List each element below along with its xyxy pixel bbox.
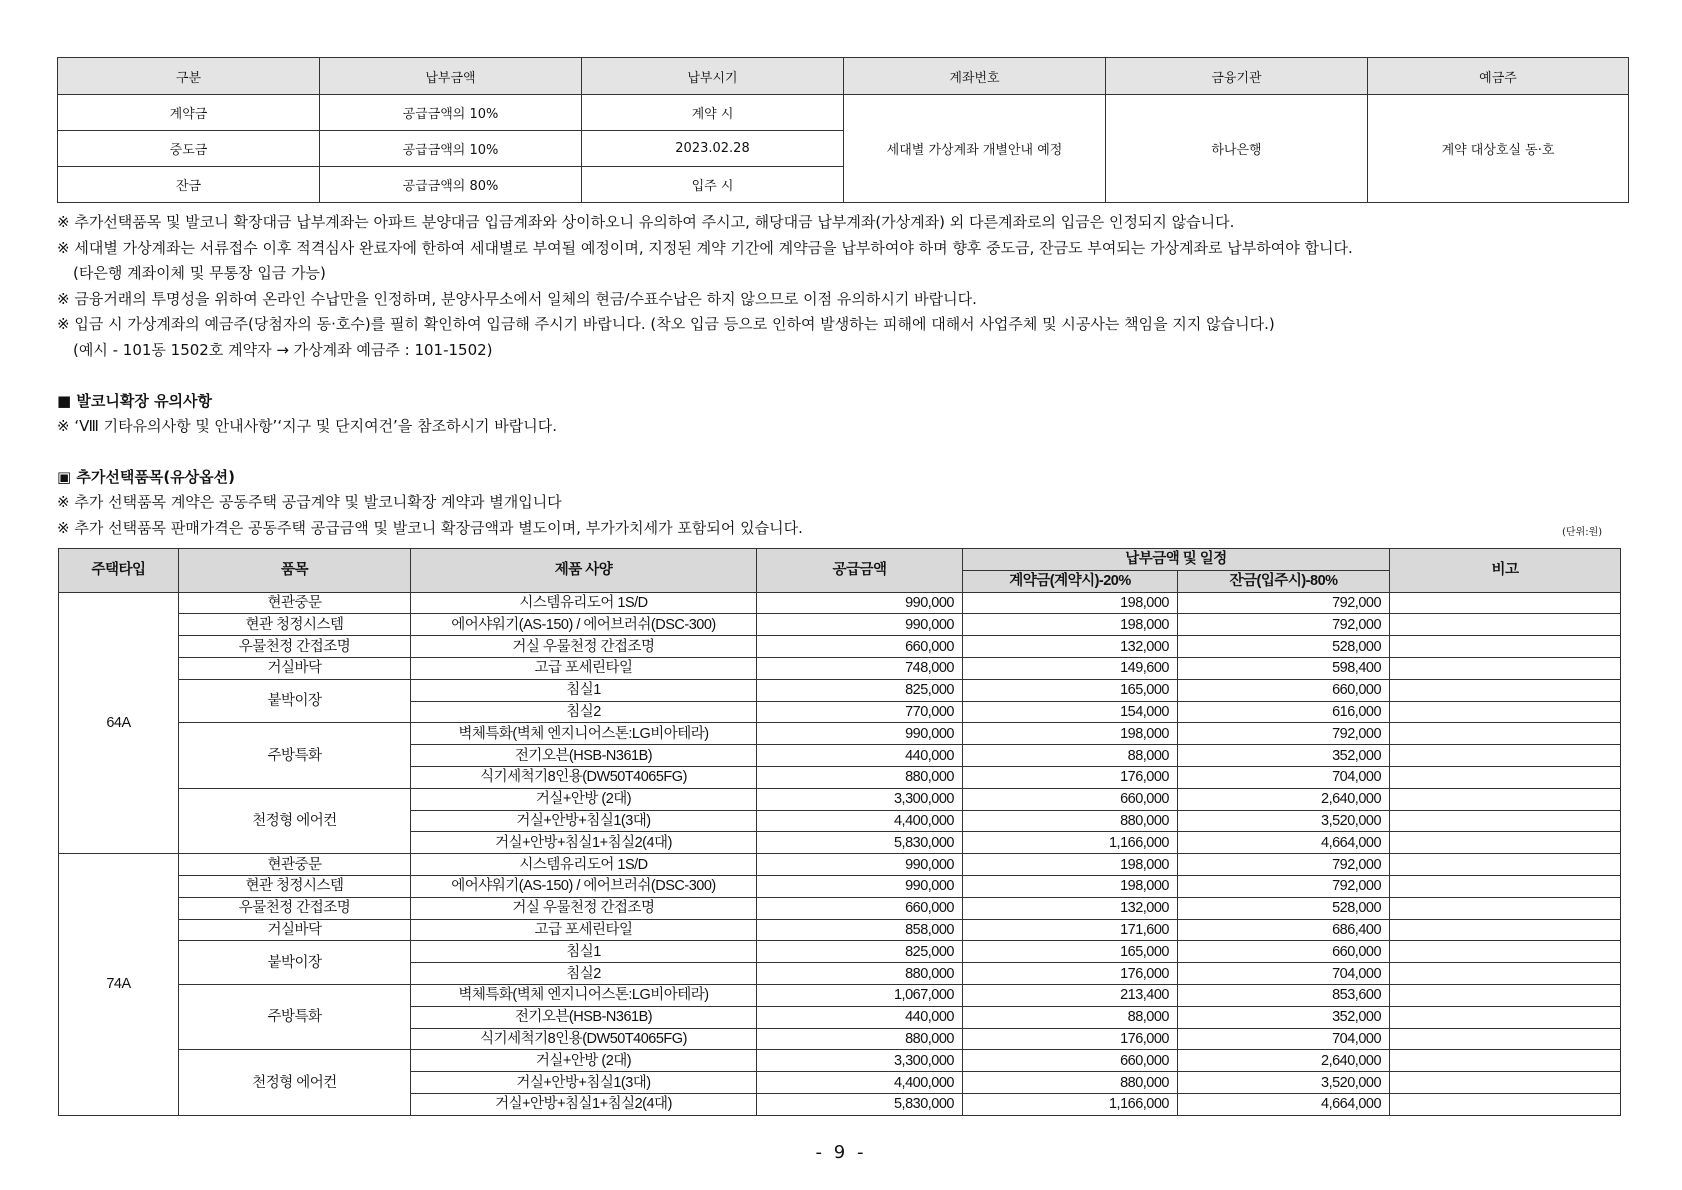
option-spec: 고급 포세린타일	[411, 657, 757, 679]
option-row	[59, 679, 1621, 701]
option-spec: 벽체특화(벽체 엔지니어스톤:LG비아테라)	[411, 984, 757, 1006]
header-type: 주택타입	[59, 549, 179, 593]
option-contract-amount: 88,000	[963, 1006, 1178, 1028]
option-spec: 침실2	[411, 963, 757, 985]
option-item: 주방특화	[179, 723, 411, 788]
header-price: 공급금액	[757, 549, 963, 593]
options-table-body	[59, 592, 1621, 1115]
option-balance-amount: 3,520,000	[1178, 810, 1390, 832]
option-balance-amount: 3,520,000	[1178, 1072, 1390, 1094]
option-contract-amount: 198,000	[963, 875, 1178, 897]
option-row	[59, 723, 1621, 745]
option-balance-amount: 704,000	[1178, 1028, 1390, 1050]
payment-timing: 계약 시	[582, 95, 844, 131]
option-balance-amount: 792,000	[1178, 854, 1390, 876]
option-balance-amount: 598,400	[1178, 657, 1390, 679]
option-remark	[1390, 919, 1621, 941]
header-schedule: 납부금액 및 일정	[963, 549, 1390, 571]
option-contract-amount: 132,000	[963, 897, 1178, 919]
option-price: 3,300,000	[757, 788, 963, 810]
option-price: 990,000	[757, 614, 963, 636]
option-spec: 거실+안방+침실1(3대)	[411, 810, 757, 832]
option-remark	[1390, 766, 1621, 788]
option-price: 4,400,000	[757, 810, 963, 832]
option-contract-amount: 154,000	[963, 701, 1178, 723]
option-item: 우물천정 간접조명	[179, 897, 411, 919]
option-remark	[1390, 963, 1621, 985]
option-remark	[1390, 984, 1621, 1006]
note-line: ※ 추가선택품목 및 발코니 확장대금 납부계좌는 아파트 분양대금 입금계좌와 상이하오니 유의하여 주시고, 해당대금 납부계좌(가상계좌) 외 다른계좌로의 입금은 인정되지 않습니다.	[57, 213, 1235, 231]
payment-header-holder: 예금주	[1368, 58, 1629, 95]
option-remark	[1390, 614, 1621, 636]
option-contract-amount: 1,166,000	[963, 832, 1178, 854]
payment-type: 계약금	[58, 95, 320, 131]
option-spec: 침실2	[411, 701, 757, 723]
option-row	[59, 875, 1621, 897]
option-balance-amount: 660,000	[1178, 941, 1390, 963]
option-remark	[1390, 897, 1621, 919]
option-remark	[1390, 1050, 1621, 1072]
option-item: 현관중문	[179, 592, 411, 614]
option-item: 현관중문	[179, 854, 411, 876]
option-row	[59, 592, 1621, 614]
option-contract-amount: 880,000	[963, 1072, 1178, 1094]
option-balance-amount: 2,640,000	[1178, 788, 1390, 810]
page-number: - 9 -	[815, 1142, 867, 1163]
option-balance-amount: 704,000	[1178, 963, 1390, 985]
option-price: 858,000	[757, 919, 963, 941]
option-price: 880,000	[757, 1028, 963, 1050]
option-price: 3,300,000	[757, 1050, 963, 1072]
option-balance-amount: 528,000	[1178, 636, 1390, 658]
option-balance-amount: 853,600	[1178, 984, 1390, 1006]
option-remark	[1390, 854, 1621, 876]
payment-row	[58, 95, 1629, 131]
option-price: 5,830,000	[757, 832, 963, 854]
option-price: 990,000	[757, 875, 963, 897]
option-remark	[1390, 941, 1621, 963]
option-remark	[1390, 875, 1621, 897]
option-contract-amount: 198,000	[963, 592, 1178, 614]
payment-table	[57, 57, 1629, 203]
option-spec: 식기세척기8인용(DW50T4065FG)	[411, 1028, 757, 1050]
option-price: 770,000	[757, 701, 963, 723]
option-contract-amount: 176,000	[963, 766, 1178, 788]
payment-bank: 하나은행	[1106, 95, 1368, 203]
option-price: 990,000	[757, 592, 963, 614]
option-contract-amount: 213,400	[963, 984, 1178, 1006]
payment-header-account: 계좌번호	[844, 58, 1106, 95]
option-remark	[1390, 832, 1621, 854]
options-header-row	[59, 549, 1621, 571]
payment-type: 중도금	[58, 131, 320, 167]
option-price: 990,000	[757, 854, 963, 876]
option-remark	[1390, 810, 1621, 832]
option-balance-amount: 4,664,000	[1178, 832, 1390, 854]
option-row	[59, 657, 1621, 679]
option-spec: 거실+안방 (2대)	[411, 788, 757, 810]
option-contract-amount: 165,000	[963, 679, 1178, 701]
option-contract-amount: 660,000	[963, 788, 1178, 810]
option-item: 붙박이장	[179, 679, 411, 723]
option-price: 825,000	[757, 941, 963, 963]
note-line: (타은행 계좌이체 및 무통장 입금 가능)	[73, 264, 326, 282]
option-contract-amount: 132,000	[963, 636, 1178, 658]
option-price: 990,000	[757, 723, 963, 745]
option-contract-amount: 149,600	[963, 657, 1178, 679]
option-spec: 거실+안방+침실1(3대)	[411, 1072, 757, 1094]
header-item: 품목	[179, 549, 411, 593]
option-spec: 침실1	[411, 679, 757, 701]
option-balance-amount: 792,000	[1178, 614, 1390, 636]
option-contract-amount: 176,000	[963, 1028, 1178, 1050]
option-balance-amount: 686,400	[1178, 919, 1390, 941]
option-spec: 거실 우물천정 간접조명	[411, 897, 757, 919]
option-price: 825,000	[757, 679, 963, 701]
option-balance-amount: 4,664,000	[1178, 1093, 1390, 1115]
option-contract-amount: 176,000	[963, 963, 1178, 985]
option-spec: 거실 우물천정 간접조명	[411, 636, 757, 658]
option-contract-amount: 165,000	[963, 941, 1178, 963]
option-row	[59, 636, 1621, 658]
option-spec: 거실+안방+침실1+침실2(4대)	[411, 1093, 757, 1115]
balcony-note: ※ ‘Ⅷ 기타유의사항 및 안내사항’‘지구 및 단지여건’을 참조하시기 바랍니다.	[57, 417, 558, 435]
option-spec: 벽체특화(벽체 엔지니어스톤:LG비아테라)	[411, 723, 757, 745]
option-contract-amount: 198,000	[963, 854, 1178, 876]
option-spec: 침실1	[411, 941, 757, 963]
option-spec: 식기세척기8인용(DW50T4065FG)	[411, 766, 757, 788]
payment-type: 잔금	[58, 167, 320, 203]
option-contract-amount: 198,000	[963, 614, 1178, 636]
option-remark	[1390, 657, 1621, 679]
option-house-type: 64A	[59, 592, 179, 854]
payment-header-timing: 납부시기	[582, 58, 844, 95]
header-spec: 제품 사양	[411, 549, 757, 593]
header-balance: 잔금(입주시)-80%	[1178, 570, 1390, 592]
options-note: ※ 추가 선택품목 계약은 공동주택 공급계약 및 발코니확장 계약과 별개입니다	[57, 493, 562, 511]
option-price: 660,000	[757, 897, 963, 919]
option-row	[59, 984, 1621, 1006]
option-balance-amount: 792,000	[1178, 592, 1390, 614]
payment-holder: 계약 대상호실 동·호	[1368, 95, 1629, 203]
option-spec: 전기오븐(HSB-N361B)	[411, 1006, 757, 1028]
option-remark	[1390, 1006, 1621, 1028]
option-price: 660,000	[757, 636, 963, 658]
option-spec: 전기오븐(HSB-N361B)	[411, 745, 757, 767]
option-item: 현관 청정시스템	[179, 614, 411, 636]
option-spec: 고급 포세린타일	[411, 919, 757, 941]
option-row	[59, 941, 1621, 963]
option-price: 880,000	[757, 766, 963, 788]
option-item: 붙박이장	[179, 941, 411, 985]
option-row	[59, 897, 1621, 919]
option-contract-amount: 198,000	[963, 723, 1178, 745]
payment-header-bank: 금융기관	[1106, 58, 1368, 95]
option-spec: 시스템유리도어 1S/D	[411, 592, 757, 614]
option-spec: 에어샤워기(AS-150) / 에어브러쉬(DSC-300)	[411, 614, 757, 636]
option-remark	[1390, 745, 1621, 767]
option-remark	[1390, 701, 1621, 723]
payment-amount: 공급금액의 80%	[320, 167, 582, 203]
option-spec: 거실+안방 (2대)	[411, 1050, 757, 1072]
option-balance-amount: 2,640,000	[1178, 1050, 1390, 1072]
option-remark	[1390, 679, 1621, 701]
option-contract-amount: 171,600	[963, 919, 1178, 941]
option-price: 4,400,000	[757, 1072, 963, 1094]
option-row	[59, 854, 1621, 876]
header-contract: 계약금(계약시)-20%	[963, 570, 1178, 592]
option-row	[59, 788, 1621, 810]
payment-header-amount: 납부금액	[320, 58, 582, 95]
option-contract-amount: 660,000	[963, 1050, 1178, 1072]
option-balance-amount: 528,000	[1178, 897, 1390, 919]
option-price: 440,000	[757, 1006, 963, 1028]
option-item: 거실바닥	[179, 919, 411, 941]
payment-account: 세대별 가상계좌 개별안내 예정	[844, 95, 1106, 203]
payment-notes	[57, 210, 1637, 363]
payment-timing: 2023.02.28	[582, 131, 844, 167]
option-price: 5,830,000	[757, 1093, 963, 1115]
option-row	[59, 614, 1621, 636]
option-price: 1,067,000	[757, 984, 963, 1006]
option-balance-amount: 792,000	[1178, 875, 1390, 897]
option-spec: 거실+안방+침실1+침실2(4대)	[411, 832, 757, 854]
option-price: 880,000	[757, 963, 963, 985]
header-remark: 비고	[1390, 549, 1621, 593]
unit-label: (단위:원)	[1562, 527, 1603, 538]
payment-timing: 입주 시	[582, 167, 844, 203]
option-item: 천정형 에어컨	[179, 788, 411, 853]
payment-header-type: 구분	[58, 58, 320, 95]
note-line: ※ 세대별 가상계좌는 서류접수 이후 적격심사 완료자에 한하여 세대별로 부여될 예정이며, 지정된 계약 기간에 계약금을 납부하여야 하며 향후 중도금, 잔금도 부여되는 가상계좌로 납부하여야 합니다.	[57, 238, 1353, 257]
option-remark	[1390, 723, 1621, 745]
option-contract-amount: 880,000	[963, 810, 1178, 832]
option-row	[59, 1050, 1621, 1072]
note-line: ※ 금융거래의 투명성을 위하여 온라인 수납만을 인정하며, 분양사무소에서 일체의 현금/수표수납은 하지 않으므로 이점 유의하시기 바랍니다.	[57, 289, 977, 308]
option-balance-amount: 792,000	[1178, 723, 1390, 745]
option-item: 천정형 에어컨	[179, 1050, 411, 1115]
option-row	[59, 919, 1621, 941]
option-contract-amount: 1,166,000	[963, 1093, 1178, 1115]
option-house-type: 74A	[59, 854, 179, 1116]
payment-header-row	[58, 58, 1629, 95]
option-remark	[1390, 592, 1621, 614]
option-remark	[1390, 788, 1621, 810]
option-contract-amount: 88,000	[963, 745, 1178, 767]
option-item: 거실바닥	[179, 657, 411, 679]
note-line: (예시 - 101동 1502호 계약자 → 가상계좌 예금주 : 101-1502)	[73, 340, 493, 359]
option-spec: 에어샤워기(AS-150) / 에어브러쉬(DSC-300)	[411, 875, 757, 897]
option-price: 748,000	[757, 657, 963, 679]
option-remark	[1390, 636, 1621, 658]
option-price: 440,000	[757, 745, 963, 767]
option-item: 현관 청정시스템	[179, 875, 411, 897]
note-line: ※ 입금 시 가상계좌의 예금주(당첨자의 동·호수)를 필히 확인하여 입금해 주시기 바랍니다. (착오 입금 등으로 인하여 발생하는 피해에 대해서 사업주체 및 시공사는 책임을 지지 않습니다.)	[57, 315, 1275, 333]
option-balance-amount: 660,000	[1178, 679, 1390, 701]
payment-amount: 공급금액의 10%	[320, 131, 582, 167]
payment-amount: 공급금액의 10%	[320, 95, 582, 131]
option-remark	[1390, 1093, 1621, 1115]
balcony-heading: ■ 발코니확장 유의사항	[57, 392, 213, 410]
option-remark	[1390, 1072, 1621, 1094]
options-note: ※ 추가 선택품목 판매가격은 공동주택 공급금액 및 발코니 확장금액과 별도이며, 부가가치세가 포함되어 있습니다.	[57, 519, 803, 537]
option-balance-amount: 352,000	[1178, 745, 1390, 767]
option-balance-amount: 352,000	[1178, 1006, 1390, 1028]
options-heading: ▣ 추가선택품목(유상옵션)	[57, 468, 236, 486]
options-table	[58, 548, 1621, 1116]
option-item: 주방특화	[179, 984, 411, 1049]
option-spec: 시스템유리도어 1S/D	[411, 854, 757, 876]
option-remark	[1390, 1028, 1621, 1050]
option-balance-amount: 616,000	[1178, 701, 1390, 723]
option-item: 우물천정 간접조명	[179, 636, 411, 658]
option-balance-amount: 704,000	[1178, 766, 1390, 788]
